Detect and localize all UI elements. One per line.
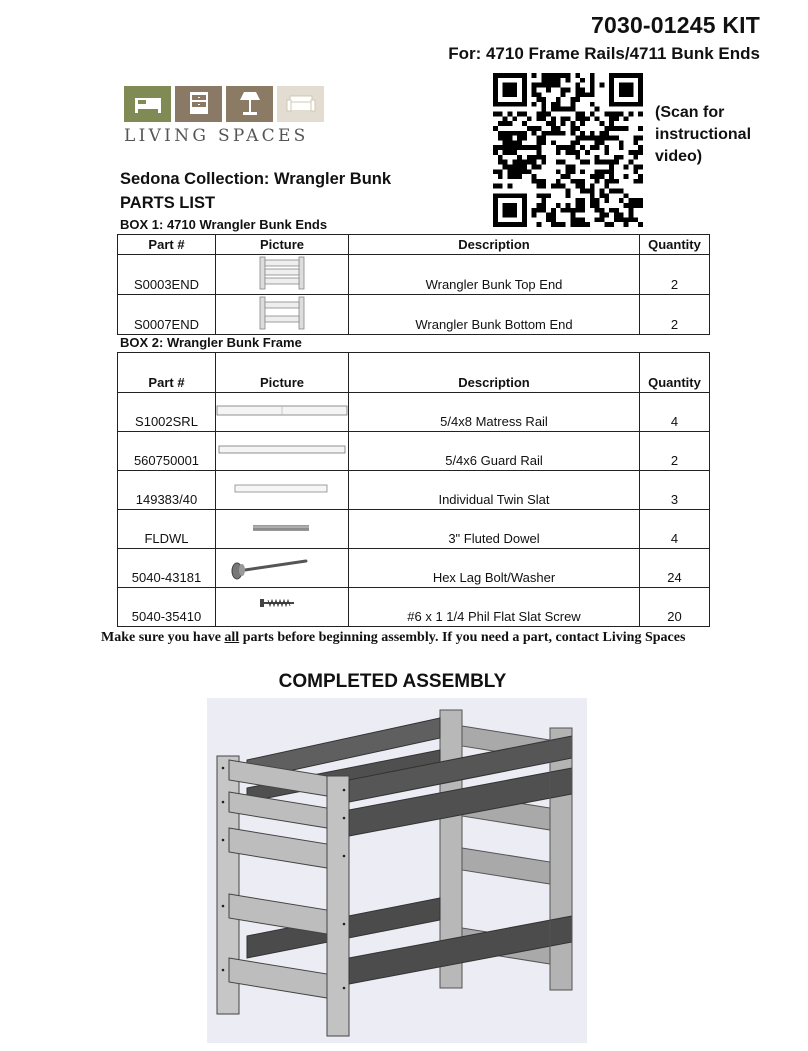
table-header-row [118,353,710,393]
header-description: Description [349,235,640,255]
part-number: FLDWL [118,510,216,549]
bed-icon [124,86,171,122]
kit-number: 7030-01245 KIT [590,12,760,38]
part-quantity: 2 [640,255,710,295]
guard-rail-image [216,432,349,471]
part-number: S1002SRL [118,393,216,432]
part-quantity: 4 [640,510,710,549]
qr-caption [655,102,765,168]
completed-assembly-title: COMPLETED ASSEMBLY [278,671,507,692]
screw-image [216,588,349,627]
kit-subtitle: For: 4710 Frame Rails/4711 Bunk Ends [448,44,760,63]
header-description: Description [349,353,640,393]
parts-notice [101,630,685,646]
logo-brand-text: LIVING SPACES [124,126,309,146]
logo-icons [124,86,328,122]
box2-heading: BOX 2: Wrangler Bunk Frame [120,335,302,350]
twin-slat-image [216,471,349,510]
part-description: #6 x 1 1/4 Phil Flat Slat Screw [349,588,640,627]
notice-text: Make sure you have [101,630,225,645]
part-quantity: 24 [640,549,710,588]
table-header-row [118,235,710,255]
qr-caption-line: (Scan for [655,104,725,121]
notice-text: parts before beginning assembly. If you need a part, contact Living Spaces [239,630,686,645]
dresser-icon [175,86,222,122]
bunk-end-bottom-image [216,295,349,335]
part-description: 3" Fluted Dowel [349,510,640,549]
part-description: 5/4x8 Matress Rail [349,393,640,432]
part-description: Hex Lag Bolt/Washer [349,549,640,588]
table-row [118,549,710,588]
bunk-end-top-image [216,255,349,295]
part-number: S0003END [118,255,216,295]
qr-caption-line: instructional [655,126,752,143]
lag-bolt-image [216,549,349,588]
part-number: 149383/40 [118,471,216,510]
header-picture: Picture [216,235,349,255]
box2-parts-table [117,352,710,627]
part-number: 560750001 [118,432,216,471]
table-row [118,471,710,510]
part-quantity: 2 [640,432,710,471]
notice-emphasis: all [224,630,240,645]
bunk-bed-assembly-image [207,698,587,1043]
sofa-icon [277,86,324,122]
table-row [118,255,710,295]
part-description: Wrangler Bunk Top End [349,255,640,295]
header-part: Part # [118,235,216,255]
part-description: Wrangler Bunk Bottom End [349,295,640,335]
qr-code[interactable] [493,73,643,227]
header-part: Part # [118,353,216,393]
table-row [118,432,710,471]
table-row [118,295,710,335]
header-quantity: Quantity [640,235,710,255]
header-quantity: Quantity [640,353,710,393]
box1-parts-table [117,234,710,335]
parts-list-title: PARTS LIST [120,194,216,212]
part-quantity: 4 [640,393,710,432]
part-quantity: 2 [640,295,710,335]
collection-title: Sedona Collection: Wrangler Bunk [120,170,392,188]
part-quantity: 3 [640,471,710,510]
part-quantity: 20 [640,588,710,627]
part-number: 5040-35410 [118,588,216,627]
table-row [118,393,710,432]
lamp-table-icon [226,86,273,122]
dowel-image [216,510,349,549]
header-picture: Picture [216,353,349,393]
part-description: Individual Twin Slat [349,471,640,510]
table-row [118,588,710,627]
part-number: 5040-43181 [118,549,216,588]
qr-caption-line: video) [655,148,703,165]
part-description: 5/4x6 Guard Rail [349,432,640,471]
box1-heading: BOX 1: 4710 Wrangler Bunk Ends [120,217,328,232]
mattress-rail-image [216,393,349,432]
part-number: S0007END [118,295,216,335]
living-spaces-logo [124,86,328,146]
table-row [118,510,710,549]
